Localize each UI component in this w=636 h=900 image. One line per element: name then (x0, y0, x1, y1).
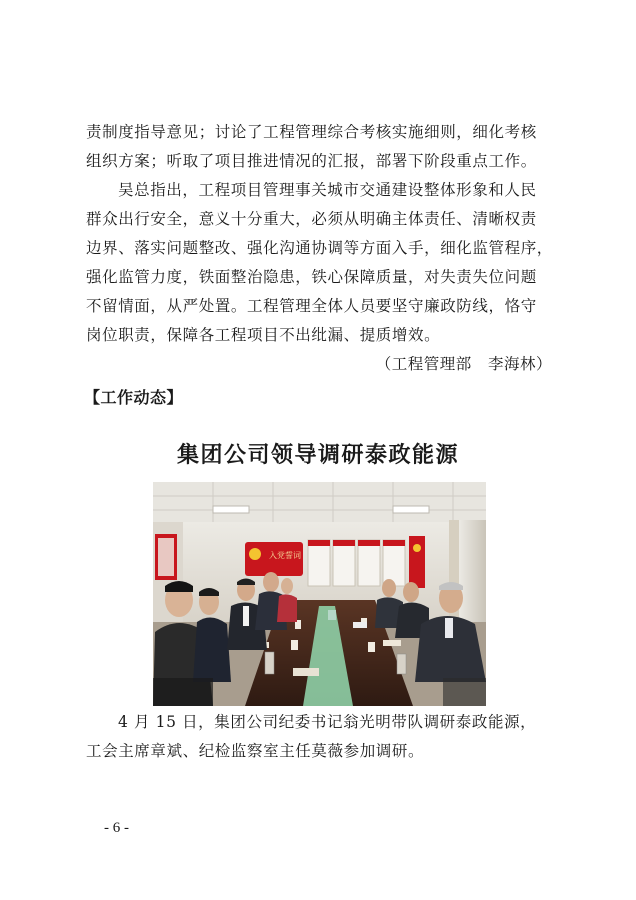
text-line: 强化监管力度，铁面整治隐患，铁心保障质量，对失责失位问题 (86, 268, 537, 286)
text-line: 责制度指导意见；讨论了工程管理综合考核实施细则，细化考核 (86, 123, 537, 141)
photo-caption (86, 708, 556, 766)
text-line: 组织方案；听取了项目推进情况的汇报，部署下阶段重点工作。 (86, 152, 537, 170)
caption-line: 工会主席章斌、纪检监察室主任莫薇参加调研。 (86, 742, 425, 760)
section-label: 【工作动态】 (84, 388, 184, 407)
text-line: 边界、落实问题整改、强化沟通协调等方面入手，细化监管程序， (86, 239, 553, 257)
text-line: 不留情面，从严处置。工程管理全体人员要坚守廉政防线，恪守 (86, 297, 537, 315)
text-line: 岗位职责，保障各工程项目不出纰漏、提质增效。 (86, 326, 441, 344)
body-paragraph-2 (86, 176, 556, 350)
meeting-photo (153, 482, 486, 706)
author-signature: （工程管理部 李海林） (375, 355, 552, 373)
caption-line: 4 月 15 日，集团公司纪委书记翁光明带队调研泰政能源， (118, 713, 537, 731)
text-line: 吴总指出，工程项目管理事关城市交通建设整体形象和人民 (118, 181, 537, 199)
page-number: - 6 - (104, 820, 129, 836)
body-paragraph-1 (86, 118, 556, 176)
article-headline: 集团公司领导调研泰政能源 (176, 443, 459, 468)
banner-text: 入党誓词 (269, 551, 301, 560)
text-line: 群众出行安全，意义十分重大，必须从明确主体责任、清晰权责 (86, 210, 537, 228)
